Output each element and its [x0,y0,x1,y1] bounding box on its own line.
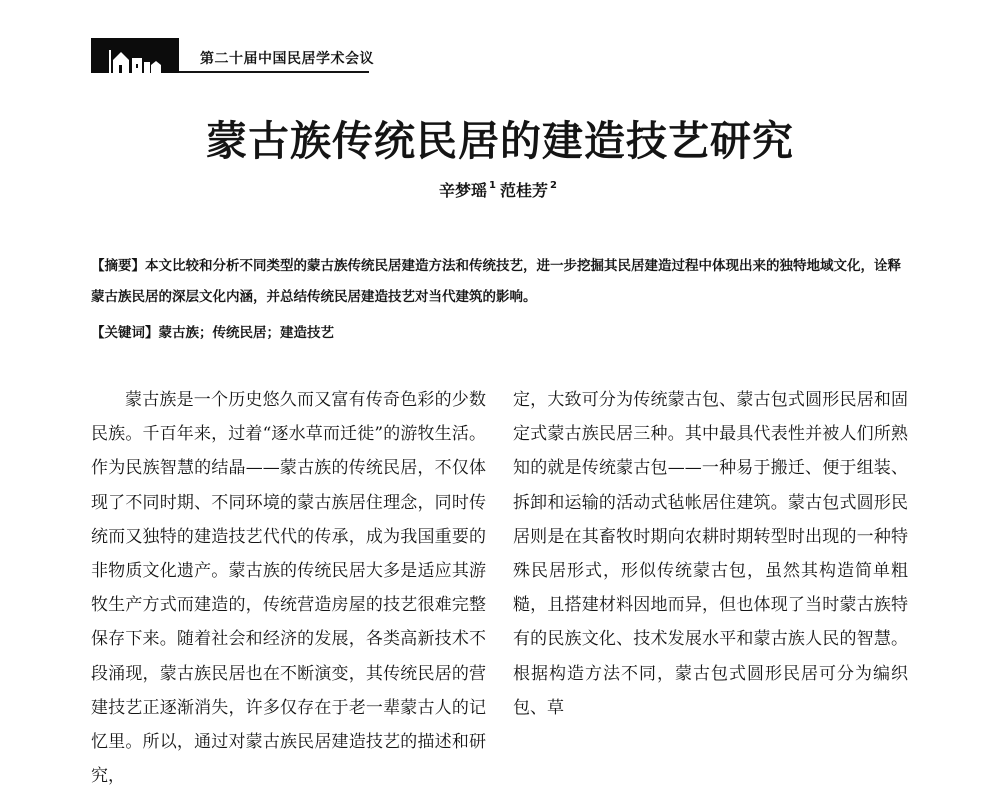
header-rule [179,71,369,73]
keywords-label: 【关键词】 [91,325,159,341]
conference-name: 第二十届中国民居学术会议 [200,51,374,67]
conference-logo [91,38,179,73]
paper-title: 蒙古族传统民居的建造技艺研究 [206,117,794,165]
author-name: 辛梦瑶 [439,181,488,200]
author-affiliation: 2 [550,179,557,191]
buildings-logo-icon [91,38,179,73]
keywords [91,321,911,341]
body-right-column: 定，大致可分为传统蒙古包、蒙古包式圆形民居和固定式蒙古族民居三种。其中最具代表性并被人们所熟知的就是传统蒙古包——一种易于搬迁、便于组装、拆卸和运输的活动式毡帐居住建筑。蒙古包式圆形民居则是在其畜牧时期向农耕时期转型时出现的一种特殊民居形式，形似传统蒙古包，虽然其构造简单粗糙，且搭建材料因地而异，但也体现了当时蒙古族特有的民族文化、技术发展水平和蒙古族人民的智慧。根据构造方法不同，蒙古包式圆形民居可分为编织包、草 [513,390,908,718]
keywords-text: 蒙古族；传统民居；建造技艺 [158,325,334,341]
abstract [91,251,911,313]
body-left-column: 蒙古族是一个历史悠久而又富有传奇色彩的少数民族。千百年来，过着“逐水草而迁徙”的游牧生活。作为民族智慧的结晶——蒙古族的传统民居，不仅体现了不同时期、不同环境的蒙古族居住理念，同时传统而又独特的建造技艺代代的传承，成为我国重要的非物质文化遗产。蒙古族的传统民居大多是适应其游牧生产方式而建造的，传统营造房屋的技艺很难完整保存下来。随着社会和经济的发展，各类高新技术不段涌现，蒙古族民居也在不断演变，其传统民居的营建技艺正逐渐消失，许多仅存在于老一辈蒙古人的记忆里。所以，通过对蒙古族民居建造技艺的描述和研究， [91,390,486,787]
author-affiliation: 1 [489,179,496,191]
abstract-label: 【摘要】 [91,258,145,274]
author-line [0,178,1000,201]
abstract-text: 本文比较和分析不同类型的蒙古族传统民居建造方法和传统技艺，进一步挖掘其民居建造过程中体现出来的独特地域文化，诠释蒙古族民居的深层文化内涵，并总结传统民居建造技艺对当代建筑的影响。 [91,258,901,305]
author-name: 范桂芳 [500,181,549,200]
